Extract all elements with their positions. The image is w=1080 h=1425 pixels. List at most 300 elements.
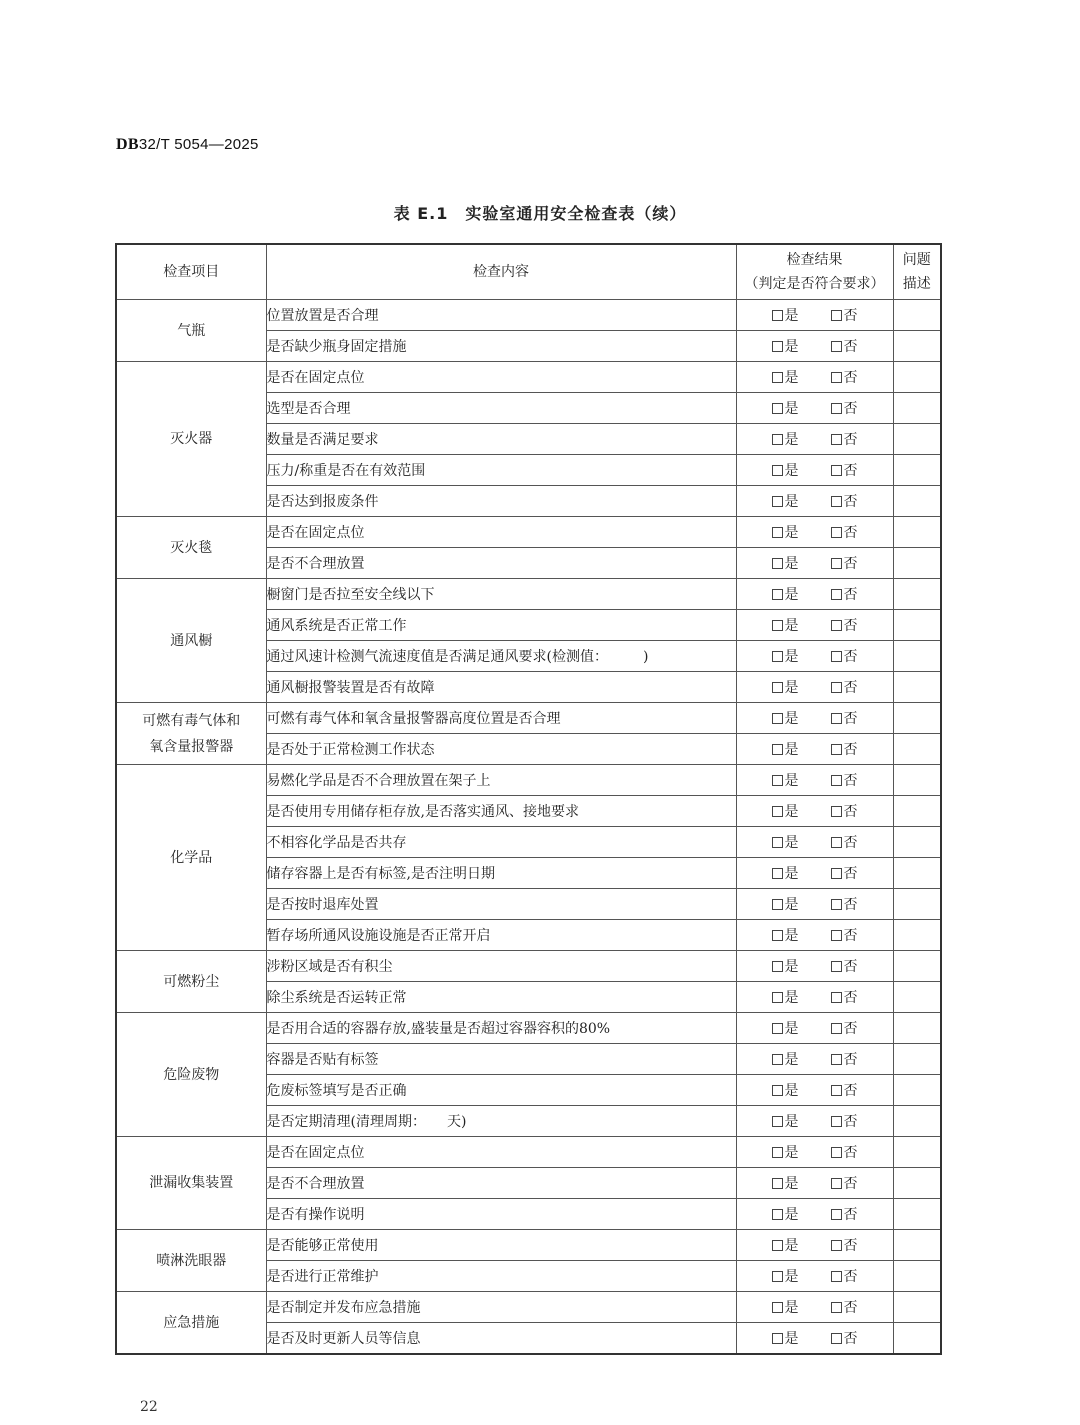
problem-description-cell[interactable] bbox=[893, 858, 941, 889]
checkbox-no[interactable] bbox=[831, 1147, 842, 1158]
category-name-line: 可燃粉尘 bbox=[163, 973, 220, 990]
check-content: 是否制定并发布应急措施 bbox=[266, 1292, 736, 1323]
option-no-label: 否 bbox=[843, 804, 858, 820]
option-no-label: 否 bbox=[843, 370, 858, 386]
option-yes-label: 是 bbox=[784, 1238, 799, 1254]
option-yes-label: 是 bbox=[784, 680, 799, 696]
option-yes-label: 是 bbox=[784, 1145, 799, 1161]
option-no[interactable] bbox=[831, 1297, 858, 1317]
option-yes[interactable] bbox=[772, 987, 799, 1007]
problem-description-cell[interactable] bbox=[893, 331, 941, 362]
option-yes[interactable] bbox=[772, 522, 799, 542]
table-title: 表 E.1 实验室通用安全检查表（续） bbox=[393, 204, 687, 223]
checkbox-no[interactable] bbox=[831, 1054, 842, 1065]
table-row bbox=[116, 703, 941, 734]
check-result bbox=[736, 517, 893, 548]
check-result bbox=[736, 641, 893, 672]
checkbox-no[interactable] bbox=[831, 1302, 842, 1313]
option-no-label: 否 bbox=[843, 711, 858, 727]
checkbox-yes[interactable] bbox=[772, 1023, 783, 1034]
check-item-category bbox=[116, 1292, 266, 1355]
option-no-label: 否 bbox=[843, 866, 858, 882]
checkbox-no[interactable] bbox=[831, 558, 842, 569]
category-name-line: 应急措施 bbox=[163, 1314, 220, 1331]
option-yes-label: 是 bbox=[784, 1114, 799, 1130]
problem-description-cell[interactable] bbox=[893, 517, 941, 548]
option-no[interactable] bbox=[831, 305, 858, 325]
option-yes-label: 是 bbox=[784, 1052, 799, 1068]
problem-description-cell[interactable] bbox=[893, 1013, 941, 1044]
option-no[interactable] bbox=[831, 987, 858, 1007]
document-code-number: 32/T 5054—2025 bbox=[138, 136, 259, 153]
option-no[interactable] bbox=[831, 398, 858, 418]
option-yes[interactable] bbox=[772, 429, 799, 449]
problem-description-cell[interactable] bbox=[893, 765, 941, 796]
option-yes[interactable] bbox=[772, 925, 799, 945]
check-content: 是否缺少瓶身固定措施 bbox=[266, 331, 736, 362]
option-no[interactable] bbox=[831, 1018, 858, 1038]
checkbox-yes[interactable] bbox=[772, 434, 783, 445]
check-content: 是否按时退库处置 bbox=[266, 889, 736, 920]
checkbox-no[interactable] bbox=[831, 868, 842, 879]
option-no[interactable] bbox=[831, 708, 858, 728]
checkbox-yes[interactable] bbox=[772, 868, 783, 879]
problem-description-cell[interactable] bbox=[893, 1106, 941, 1137]
header-description bbox=[893, 244, 941, 300]
option-yes-label: 是 bbox=[784, 928, 799, 944]
option-no[interactable] bbox=[831, 584, 858, 604]
checkbox-no[interactable] bbox=[831, 930, 842, 941]
option-yes[interactable] bbox=[772, 677, 799, 697]
checkbox-yes[interactable] bbox=[772, 1240, 783, 1251]
problem-description-cell[interactable] bbox=[893, 1137, 941, 1168]
check-content: 是否在固定点位 bbox=[266, 1137, 736, 1168]
checkbox-no[interactable] bbox=[831, 961, 842, 972]
checkbox-yes[interactable] bbox=[772, 651, 783, 662]
option-no[interactable] bbox=[831, 429, 858, 449]
check-result bbox=[736, 765, 893, 796]
check-content: 是否在固定点位 bbox=[266, 517, 736, 548]
option-no-label: 否 bbox=[843, 1145, 858, 1161]
checkbox-yes[interactable] bbox=[772, 589, 783, 600]
checkbox-no[interactable] bbox=[831, 992, 842, 1003]
option-yes[interactable] bbox=[772, 646, 799, 666]
table-row bbox=[116, 579, 941, 610]
check-content: 危废标签填写是否正确 bbox=[266, 1075, 736, 1106]
check-result bbox=[736, 331, 893, 362]
option-yes[interactable] bbox=[772, 367, 799, 387]
option-no-label: 否 bbox=[843, 959, 858, 975]
option-no-label: 否 bbox=[843, 649, 858, 665]
option-no-label: 否 bbox=[843, 897, 858, 913]
option-no[interactable] bbox=[831, 925, 858, 945]
option-yes-label: 是 bbox=[784, 401, 799, 417]
option-yes[interactable] bbox=[772, 553, 799, 573]
problem-description-cell[interactable] bbox=[893, 1075, 941, 1106]
checkbox-no[interactable] bbox=[831, 1209, 842, 1220]
table-row bbox=[116, 300, 941, 331]
option-no-label: 否 bbox=[843, 308, 858, 324]
category-name-line: 气瓶 bbox=[177, 322, 206, 339]
option-yes-label: 是 bbox=[784, 1021, 799, 1037]
problem-description-cell[interactable] bbox=[893, 610, 941, 641]
check-content: 是否不合理放置 bbox=[266, 548, 736, 579]
checkbox-no[interactable] bbox=[831, 1271, 842, 1282]
option-yes-label: 是 bbox=[784, 804, 799, 820]
checkbox-yes[interactable] bbox=[772, 1209, 783, 1220]
check-result bbox=[736, 393, 893, 424]
check-result bbox=[736, 424, 893, 455]
checkbox-yes[interactable] bbox=[772, 837, 783, 848]
check-result bbox=[736, 610, 893, 641]
header-result-line1: 检查结果 bbox=[786, 252, 843, 268]
check-content: 是否处于正常检测工作状态 bbox=[266, 734, 736, 765]
checkbox-no[interactable] bbox=[831, 806, 842, 817]
problem-description-cell[interactable] bbox=[893, 300, 941, 331]
option-no[interactable] bbox=[831, 1328, 858, 1348]
checkbox-no[interactable] bbox=[831, 465, 842, 476]
checkbox-yes[interactable] bbox=[772, 961, 783, 972]
problem-description-cell[interactable] bbox=[893, 672, 941, 703]
option-yes[interactable] bbox=[772, 1204, 799, 1224]
problem-description-cell[interactable] bbox=[893, 548, 941, 579]
problem-description-cell[interactable] bbox=[893, 982, 941, 1013]
option-yes-label: 是 bbox=[784, 711, 799, 727]
check-content: 是否用合适的容器存放,盛装量是否超过容器容积的80% bbox=[266, 1013, 736, 1044]
header-description-line1: 问题 bbox=[902, 252, 931, 268]
option-yes-label: 是 bbox=[784, 618, 799, 634]
option-no-label: 否 bbox=[843, 1238, 858, 1254]
checkbox-yes[interactable] bbox=[772, 1178, 783, 1189]
option-no[interactable] bbox=[831, 894, 858, 914]
option-yes-label: 是 bbox=[784, 742, 799, 758]
check-content: 是否定期清理(清理周期： 天) bbox=[266, 1106, 736, 1137]
checkbox-yes[interactable] bbox=[772, 1302, 783, 1313]
option-no[interactable] bbox=[831, 615, 858, 635]
option-yes-label: 是 bbox=[784, 1331, 799, 1347]
option-no[interactable] bbox=[831, 553, 858, 573]
checkbox-yes[interactable] bbox=[772, 558, 783, 569]
option-yes-label: 是 bbox=[784, 866, 799, 882]
option-no[interactable] bbox=[831, 491, 858, 511]
option-yes[interactable] bbox=[772, 956, 799, 976]
checkbox-no[interactable] bbox=[831, 899, 842, 910]
option-no-label: 否 bbox=[843, 463, 858, 479]
checkbox-yes[interactable] bbox=[772, 1147, 783, 1158]
option-yes-label: 是 bbox=[784, 370, 799, 386]
check-result bbox=[736, 951, 893, 982]
check-content: 是否能够正常使用 bbox=[266, 1230, 736, 1261]
option-yes[interactable] bbox=[772, 739, 799, 759]
check-content: 通风系统是否正常工作 bbox=[266, 610, 736, 641]
check-content: 不相容化学品是否共存 bbox=[266, 827, 736, 858]
option-yes-label: 是 bbox=[784, 1176, 799, 1192]
check-content: 是否进行正常维护 bbox=[266, 1261, 736, 1292]
checkbox-no[interactable] bbox=[831, 589, 842, 600]
option-no-label: 否 bbox=[843, 556, 858, 572]
option-no-label: 否 bbox=[843, 1052, 858, 1068]
table-row bbox=[116, 765, 941, 796]
option-no-label: 否 bbox=[843, 835, 858, 851]
header-result bbox=[736, 244, 893, 300]
option-yes-label: 是 bbox=[784, 773, 799, 789]
checkbox-no[interactable] bbox=[831, 372, 842, 383]
option-no[interactable] bbox=[831, 1266, 858, 1286]
table-row bbox=[116, 1137, 941, 1168]
checkbox-yes[interactable] bbox=[772, 620, 783, 631]
checkbox-no[interactable] bbox=[831, 341, 842, 352]
problem-description-cell[interactable] bbox=[893, 827, 941, 858]
checkbox-yes[interactable] bbox=[772, 1085, 783, 1096]
checkbox-no[interactable] bbox=[831, 1116, 842, 1127]
option-yes[interactable] bbox=[772, 305, 799, 325]
document-code-prefix: DB bbox=[116, 136, 139, 153]
page-number: 22 bbox=[140, 1399, 158, 1415]
check-content: 是否及时更新人员等信息 bbox=[266, 1323, 736, 1355]
option-yes[interactable] bbox=[772, 1111, 799, 1131]
checkbox-yes[interactable] bbox=[772, 682, 783, 693]
problem-description-cell[interactable] bbox=[893, 393, 941, 424]
check-result bbox=[736, 455, 893, 486]
check-result bbox=[736, 982, 893, 1013]
option-no[interactable] bbox=[831, 739, 858, 759]
check-content: 是否不合理放置 bbox=[266, 1168, 736, 1199]
checkbox-yes[interactable] bbox=[772, 806, 783, 817]
problem-description-cell[interactable] bbox=[893, 734, 941, 765]
option-yes[interactable] bbox=[772, 708, 799, 728]
check-result bbox=[736, 1013, 893, 1044]
option-yes[interactable] bbox=[772, 801, 799, 821]
table-row bbox=[116, 362, 941, 393]
checkbox-yes[interactable] bbox=[772, 1333, 783, 1344]
check-result bbox=[736, 1106, 893, 1137]
checkbox-no[interactable] bbox=[831, 527, 842, 538]
checkbox-no[interactable] bbox=[831, 744, 842, 755]
checkbox-no[interactable] bbox=[831, 496, 842, 507]
problem-description-cell[interactable] bbox=[893, 362, 941, 393]
table-header-row bbox=[116, 244, 941, 300]
check-item-category bbox=[116, 951, 266, 1013]
option-yes-label: 是 bbox=[784, 959, 799, 975]
option-yes[interactable] bbox=[772, 1266, 799, 1286]
option-yes-label: 是 bbox=[784, 432, 799, 448]
check-result bbox=[736, 1230, 893, 1261]
checkbox-no[interactable] bbox=[831, 1023, 842, 1034]
header-result-line2: （判定是否符合要求） bbox=[744, 276, 885, 292]
problem-description-cell[interactable] bbox=[893, 796, 941, 827]
check-result bbox=[736, 1075, 893, 1106]
problem-description-cell[interactable] bbox=[893, 486, 941, 517]
option-no-label: 否 bbox=[843, 1300, 858, 1316]
option-no[interactable] bbox=[831, 460, 858, 480]
checkbox-no[interactable] bbox=[831, 310, 842, 321]
option-no-label: 否 bbox=[843, 742, 858, 758]
table-row bbox=[116, 1013, 941, 1044]
checkbox-yes[interactable] bbox=[772, 1271, 783, 1282]
option-no[interactable] bbox=[831, 336, 858, 356]
problem-description-cell[interactable] bbox=[893, 1292, 941, 1323]
check-content: 容器是否贴有标签 bbox=[266, 1044, 736, 1075]
option-no[interactable] bbox=[831, 956, 858, 976]
check-result bbox=[736, 734, 893, 765]
check-result bbox=[736, 1199, 893, 1230]
checkbox-yes[interactable] bbox=[772, 1116, 783, 1127]
option-no[interactable] bbox=[831, 1142, 858, 1162]
checkbox-yes[interactable] bbox=[772, 899, 783, 910]
option-yes-label: 是 bbox=[784, 649, 799, 665]
option-yes[interactable] bbox=[772, 1328, 799, 1348]
option-yes-label: 是 bbox=[784, 308, 799, 324]
option-no[interactable] bbox=[831, 801, 858, 821]
option-yes[interactable] bbox=[772, 770, 799, 790]
checkbox-yes[interactable] bbox=[772, 465, 783, 476]
checkbox-yes[interactable] bbox=[772, 713, 783, 724]
option-yes[interactable] bbox=[772, 398, 799, 418]
problem-description-cell[interactable] bbox=[893, 1261, 941, 1292]
option-no-label: 否 bbox=[843, 494, 858, 510]
problem-description-cell[interactable] bbox=[893, 455, 941, 486]
check-result bbox=[736, 548, 893, 579]
option-no[interactable] bbox=[831, 832, 858, 852]
problem-description-cell[interactable] bbox=[893, 424, 941, 455]
check-item-category bbox=[116, 517, 266, 579]
option-no[interactable] bbox=[831, 367, 858, 387]
checkbox-yes[interactable] bbox=[772, 496, 783, 507]
problem-description-cell[interactable] bbox=[893, 1168, 941, 1199]
checkbox-yes[interactable] bbox=[772, 992, 783, 1003]
problem-description-cell[interactable] bbox=[893, 579, 941, 610]
option-no[interactable] bbox=[831, 646, 858, 666]
checkbox-yes[interactable] bbox=[772, 775, 783, 786]
option-no-label: 否 bbox=[843, 928, 858, 944]
check-result bbox=[736, 1168, 893, 1199]
checkbox-yes[interactable] bbox=[772, 310, 783, 321]
option-no[interactable] bbox=[831, 677, 858, 697]
checkbox-no[interactable] bbox=[831, 1333, 842, 1344]
option-yes-label: 是 bbox=[784, 494, 799, 510]
problem-description-cell[interactable] bbox=[893, 1044, 941, 1075]
option-no-label: 否 bbox=[843, 618, 858, 634]
option-yes[interactable] bbox=[772, 832, 799, 852]
checkbox-no[interactable] bbox=[831, 837, 842, 848]
option-no[interactable] bbox=[831, 1204, 858, 1224]
checkbox-no[interactable] bbox=[831, 713, 842, 724]
table-row bbox=[116, 1292, 941, 1323]
problem-description-cell[interactable] bbox=[893, 1230, 941, 1261]
check-content: 通风橱报警装置是否有故障 bbox=[266, 672, 736, 703]
option-yes[interactable] bbox=[772, 863, 799, 883]
checkbox-no[interactable] bbox=[831, 1240, 842, 1251]
checkbox-yes[interactable] bbox=[772, 1054, 783, 1065]
check-result bbox=[736, 1261, 893, 1292]
category-name-line: 通风橱 bbox=[170, 632, 213, 649]
check-result bbox=[736, 889, 893, 920]
option-yes[interactable] bbox=[772, 1049, 799, 1069]
checkbox-no[interactable] bbox=[831, 434, 842, 445]
checkbox-no[interactable] bbox=[831, 1085, 842, 1096]
check-item-category bbox=[116, 362, 266, 517]
option-no-label: 否 bbox=[843, 1021, 858, 1037]
checkbox-yes[interactable] bbox=[772, 744, 783, 755]
table-row bbox=[116, 517, 941, 548]
problem-description-cell[interactable] bbox=[893, 1323, 941, 1355]
check-content: 压力/称重是否在有效范围 bbox=[266, 455, 736, 486]
checkbox-no[interactable] bbox=[831, 682, 842, 693]
option-no[interactable] bbox=[831, 1173, 858, 1193]
option-no[interactable] bbox=[831, 1049, 858, 1069]
option-yes[interactable] bbox=[772, 1297, 799, 1317]
option-no[interactable] bbox=[831, 863, 858, 883]
option-yes[interactable] bbox=[772, 615, 799, 635]
check-content: 涉粉区域是否有积尘 bbox=[266, 951, 736, 982]
option-no[interactable] bbox=[831, 1080, 858, 1100]
problem-description-cell[interactable] bbox=[893, 889, 941, 920]
document-code bbox=[116, 136, 259, 154]
check-result bbox=[736, 1323, 893, 1355]
problem-description-cell[interactable] bbox=[893, 641, 941, 672]
check-item-category bbox=[116, 579, 266, 703]
problem-description-cell[interactable] bbox=[893, 1199, 941, 1230]
checkbox-no[interactable] bbox=[831, 620, 842, 631]
option-yes[interactable] bbox=[772, 1235, 799, 1255]
option-yes[interactable] bbox=[772, 1142, 799, 1162]
checkbox-yes[interactable] bbox=[772, 341, 783, 352]
checkbox-yes[interactable] bbox=[772, 372, 783, 383]
option-yes[interactable] bbox=[772, 584, 799, 604]
option-no-label: 否 bbox=[843, 587, 858, 603]
option-no[interactable] bbox=[831, 1235, 858, 1255]
option-no-label: 否 bbox=[843, 990, 858, 1006]
check-item-category bbox=[116, 1013, 266, 1137]
category-name-line: 危险废物 bbox=[163, 1066, 220, 1083]
option-no-label: 否 bbox=[843, 1114, 858, 1130]
category-name-line: 化学品 bbox=[170, 849, 213, 866]
checkbox-no[interactable] bbox=[831, 651, 842, 662]
problem-description-cell[interactable] bbox=[893, 703, 941, 734]
option-no-label: 否 bbox=[843, 1269, 858, 1285]
option-yes[interactable] bbox=[772, 336, 799, 356]
checkbox-yes[interactable] bbox=[772, 403, 783, 414]
option-yes[interactable] bbox=[772, 1173, 799, 1193]
option-yes-label: 是 bbox=[784, 1269, 799, 1285]
category-name-line: 氧含量报警器 bbox=[149, 738, 234, 755]
option-no-label: 否 bbox=[843, 1176, 858, 1192]
check-content: 橱窗门是否拉至安全线以下 bbox=[266, 579, 736, 610]
table-body bbox=[116, 300, 941, 1355]
checkbox-yes[interactable] bbox=[772, 930, 783, 941]
option-no[interactable] bbox=[831, 1111, 858, 1131]
option-yes[interactable] bbox=[772, 1080, 799, 1100]
option-no-label: 否 bbox=[843, 525, 858, 541]
category-name-line: 灭火器 bbox=[170, 431, 213, 447]
check-content: 暂存场所通风设施设施是否正常开启 bbox=[266, 920, 736, 951]
option-yes-label: 是 bbox=[784, 339, 799, 355]
option-yes[interactable] bbox=[772, 1018, 799, 1038]
checkbox-no[interactable] bbox=[831, 403, 842, 414]
option-no[interactable] bbox=[831, 522, 858, 542]
option-yes[interactable] bbox=[772, 460, 799, 480]
option-yes[interactable] bbox=[772, 491, 799, 511]
checkbox-no[interactable] bbox=[831, 775, 842, 786]
checkbox-no[interactable] bbox=[831, 1178, 842, 1189]
option-yes-label: 是 bbox=[784, 1300, 799, 1316]
problem-description-cell[interactable] bbox=[893, 951, 941, 982]
option-yes[interactable] bbox=[772, 894, 799, 914]
checkbox-yes[interactable] bbox=[772, 527, 783, 538]
check-item-category bbox=[116, 1137, 266, 1230]
option-no[interactable] bbox=[831, 770, 858, 790]
problem-description-cell[interactable] bbox=[893, 920, 941, 951]
